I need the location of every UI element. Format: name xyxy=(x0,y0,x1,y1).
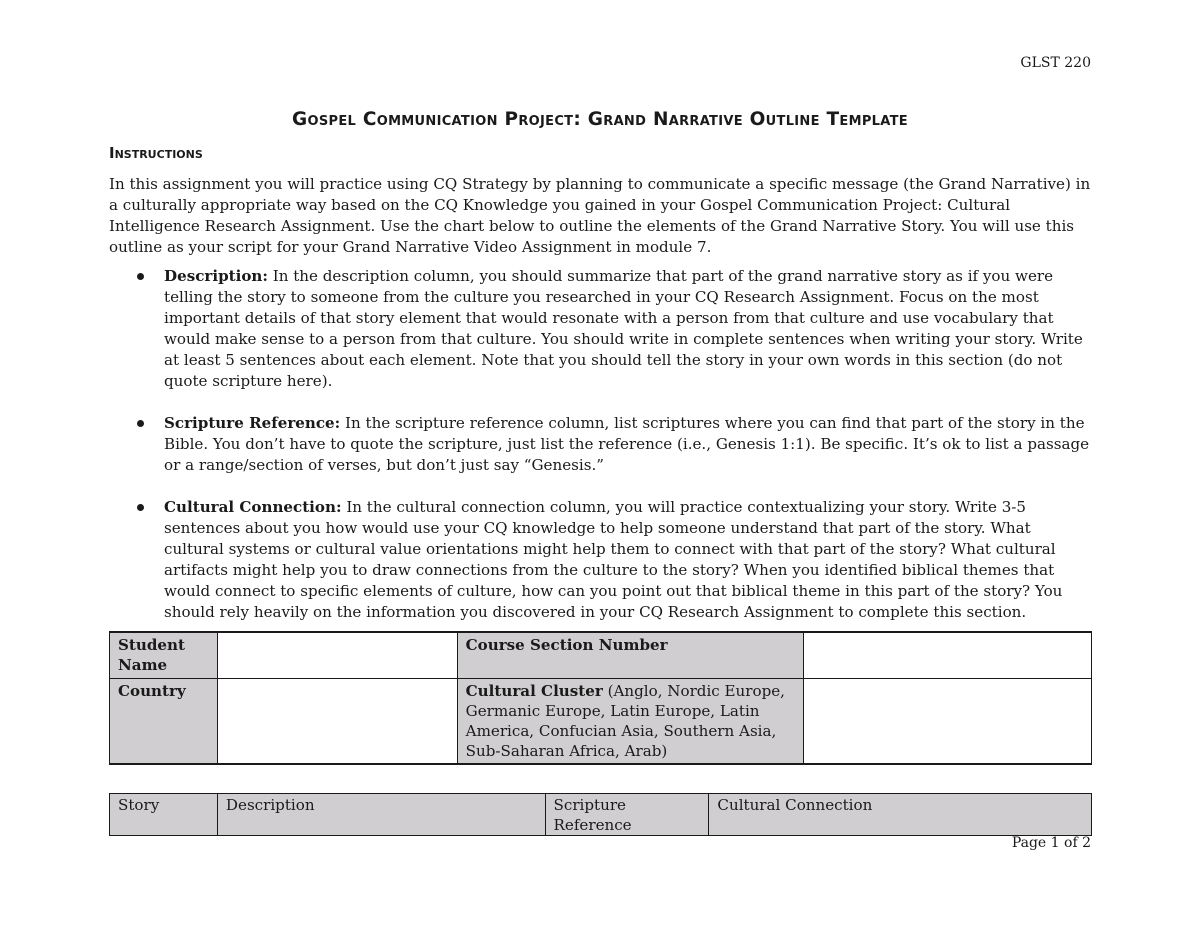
instructions-heading: Instructions xyxy=(109,144,203,162)
student-name-label: Student Name xyxy=(110,632,218,678)
table-row xyxy=(110,632,1092,678)
document-title: Gospel Communication Project: Grand Narrative Outline Template xyxy=(292,109,908,130)
bullet-text: In the cultural connection column, you will practice contextualizing your story. Write 3-5 sentences about you how would use your CQ knowledge to help someone understand that part of the story. What cultural systems or cultural value orientations might help them to connect with that part of the story? What cultural artifacts might help you to draw connections from the culture to the story? When you identified biblical themes that would connect to specific elements of culture, how can you point out that biblical theme in this part of the story? You should rely heavily on the information you discovered in your CQ Research Assignment to complete this section. xyxy=(164,498,1063,621)
column-header-cultural-connection: Cultural Connection xyxy=(709,794,1092,836)
table-row xyxy=(110,678,1092,764)
cultural-cluster-field[interactable] xyxy=(804,678,1092,764)
bullet-term: Description: xyxy=(164,267,268,285)
list-item xyxy=(109,497,1094,623)
bullet-icon xyxy=(137,420,144,427)
country-field[interactable] xyxy=(217,678,457,764)
student-name-field[interactable] xyxy=(217,632,457,678)
story-outline-table xyxy=(109,793,1092,836)
cultural-cluster-title: Cultural Cluster xyxy=(465,681,603,700)
column-header-story: Story xyxy=(110,794,218,836)
course-section-label: Course Section Number xyxy=(457,632,804,678)
table-header-row xyxy=(110,794,1092,836)
instructions-intro: In this assignment you will practice using CQ Strategy by planning to communicate a specific message (the Grand Narrative) in a culturally appropriate way based on the CQ Knowledge you gained in your Gospel Communication Project: Cultural Intelligence Research Assignment. Use the chart below to outline the elements of the Grand Narrative Story. You will use this outline as your script for your Grand Narrative Video Assignment in module 7. xyxy=(109,175,1091,256)
cultural-cluster-label xyxy=(457,678,804,764)
student-info-table xyxy=(109,631,1092,765)
list-item xyxy=(109,413,1094,476)
list-item xyxy=(109,266,1094,392)
course-code: GLST 220 xyxy=(1020,55,1091,71)
bullet-icon xyxy=(137,504,144,511)
column-header-description: Description xyxy=(217,794,545,836)
page-number: Page 1 of 2 xyxy=(1011,835,1091,851)
instructions-list xyxy=(109,266,1094,644)
country-label: Country xyxy=(110,678,218,764)
column-header-scripture-reference: Scripture Reference xyxy=(545,794,709,836)
course-section-field[interactable] xyxy=(804,632,1092,678)
cultural-cluster-hint: (Anglo, Nordic Europe, Germanic Europe, Latin Europe, Latin America, Confucian Asia, Southern Asia, Sub-Saharan Africa, Arab) xyxy=(465,681,785,760)
bullet-term: Cultural Connection: xyxy=(164,498,342,516)
bullet-term: Scripture Reference: xyxy=(164,414,341,432)
bullet-text: In the description column, you should summarize that part of the grand narrative story as if you were telling the story to someone from the culture you researched in your CQ Research Assignment. Focus on the most important details of that story element that would resonate with a person from that culture and use vocabulary that would make sense to a person from that culture. You should write in complete sentences when writing your story. Write at least 5 sentences about each element. Note that you should tell the story in your own words in this section (do not quote scripture here). xyxy=(164,267,1083,390)
bullet-icon xyxy=(137,273,144,280)
bullet-text: In the scripture reference column, list scriptures where you can find that part of the story in the Bible. You don’t have to quote the scripture, just list the reference (i.e., Genesis 1:1). Be specific. It’s ok to list a passage or a range/section of verses, but don’t just say “Genesis.” xyxy=(164,414,1090,474)
